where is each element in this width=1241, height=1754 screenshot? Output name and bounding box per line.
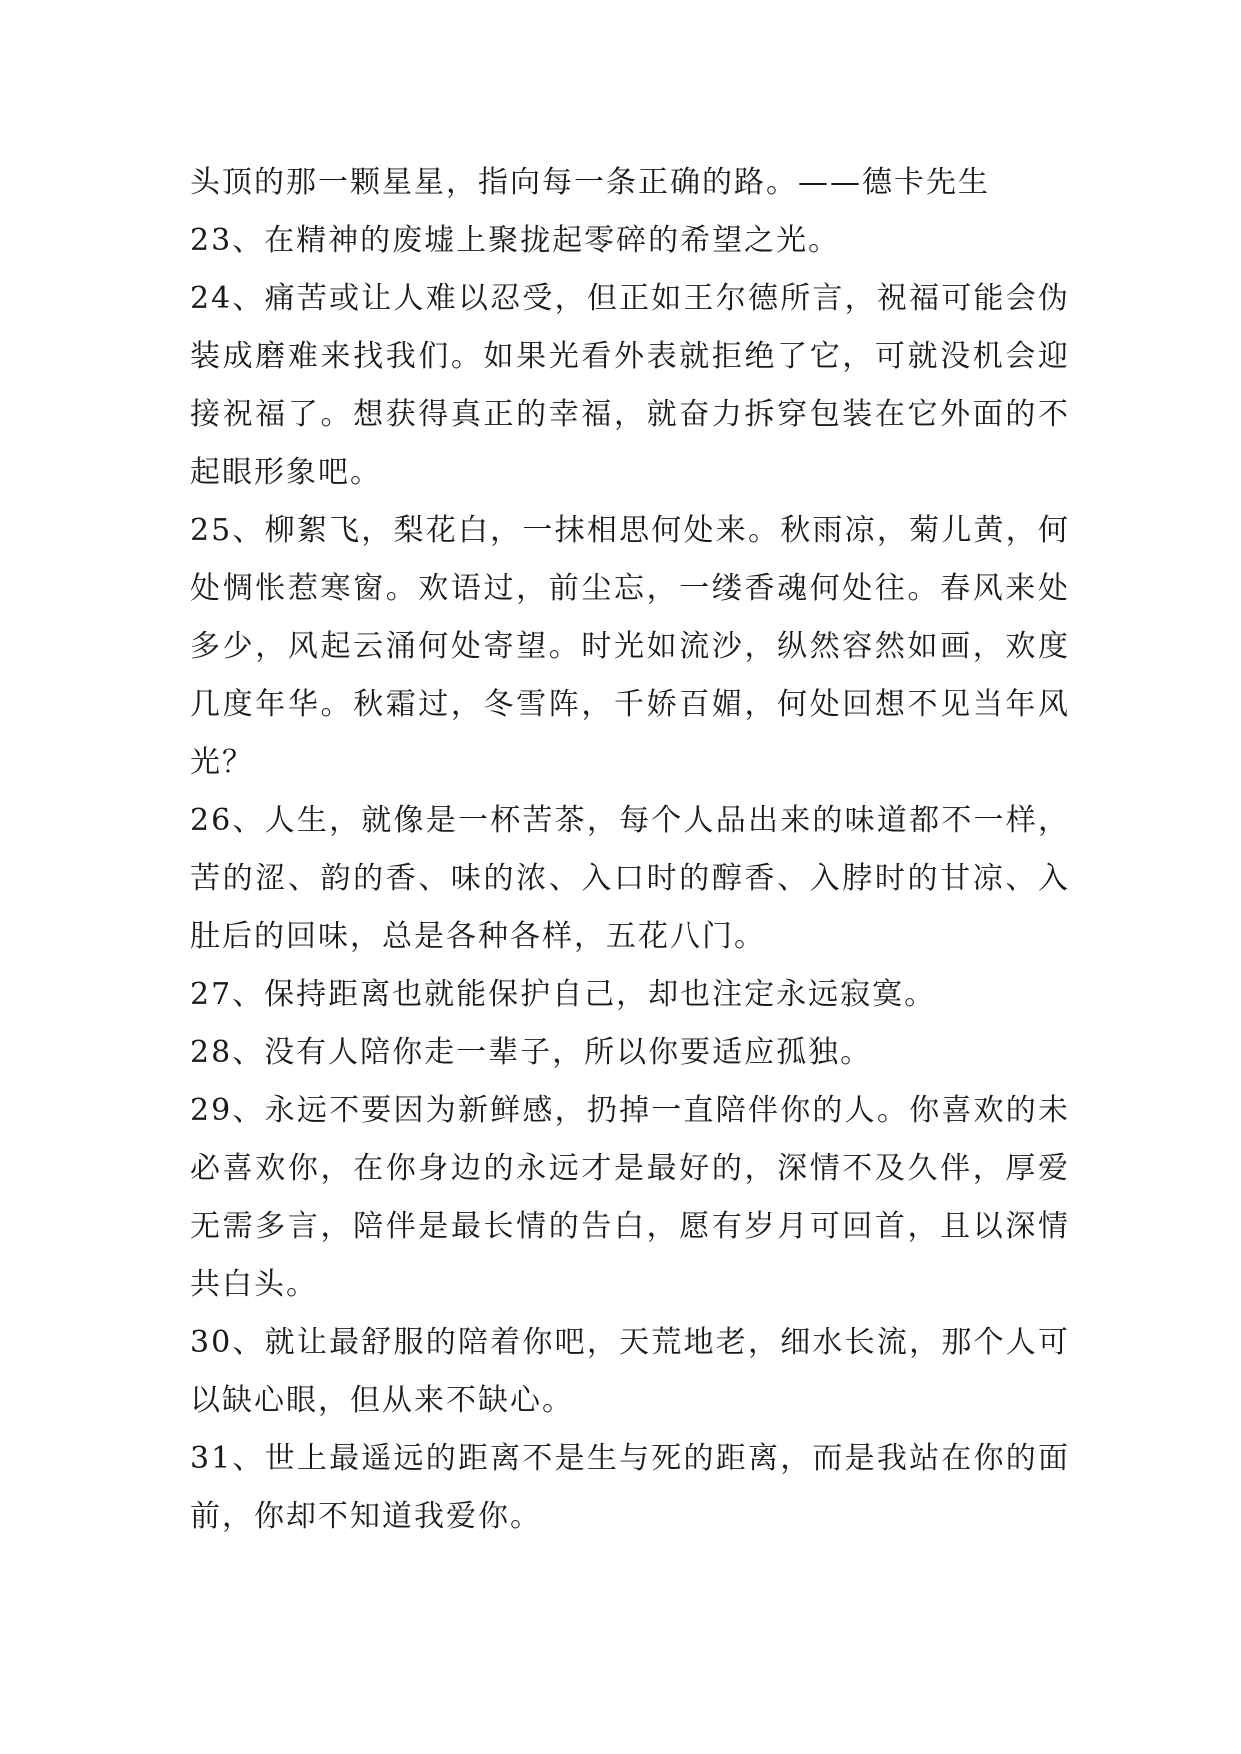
paragraph-24: 24、痛苦或让人难以忍受，但正如王尔德所言，祝福可能会伪装成磨难来找我们。如果光看外表就拒绝了它，可就没机会迎接祝福了。想获得真正的幸福，就奋力拆穿包装在它外面的不起眼形象吧。 [190,281,1070,490]
paragraph-29: 29、永远不要因为新鲜感，扔掉一直陪伴你的人。你喜欢的未必喜欢你，在你身边的永远才是最好的，深情不及久伴，厚爱无需多言，陪伴是最长情的告白，愿有岁月可回首，且以深情共白头。 [190,1093,1070,1302]
paragraph-30: 30、就让最舒服的陪着你吧，天荒地老，细水长流，那个人可以缺心眼，但从来不缺心。 [190,1325,1070,1418]
paragraph-25: 25、柳絮飞，梨花白，一抹相思何处来。秋雨凉，菊儿黄，何处惆怅惹寒窗。欢语过，前尘忘，一缕香魂何处往。春风来处多少，风起云涌何处寄望。时光如流沙，纵然容然如画，欢度几度年华。秋霜过，冬雪阵，千娇百媚，何处回想不见当年风光？ [190,513,1070,780]
paragraph-continuation: 头顶的那一颗星星，指向每一条正确的路。——德卡先生 [190,165,990,200]
paragraph-26: 26、人生，就像是一杯苦茶，每个人品出来的味道都不一样，苦的涩、韵的香、味的浓、入口时的醇香、入脖时的甘凉、入肚后的回味，总是各种各样，五花八门。 [190,803,1070,954]
paragraph-28: 28、没有人陪你走一辈子，所以你要适应孤独。 [190,1035,873,1070]
document-body [190,154,1070,1546]
paragraph-31: 31、世上最遥远的距离不是生与死的距离，而是我站在你的面前，你却不知道我爱你。 [190,1441,1070,1534]
paragraph-27: 27、保持距离也就能保护自己，却也注定永远寂寞。 [190,977,937,1012]
paragraph-23: 23、在精神的废墟上聚拢起零碎的希望之光。 [190,223,841,258]
